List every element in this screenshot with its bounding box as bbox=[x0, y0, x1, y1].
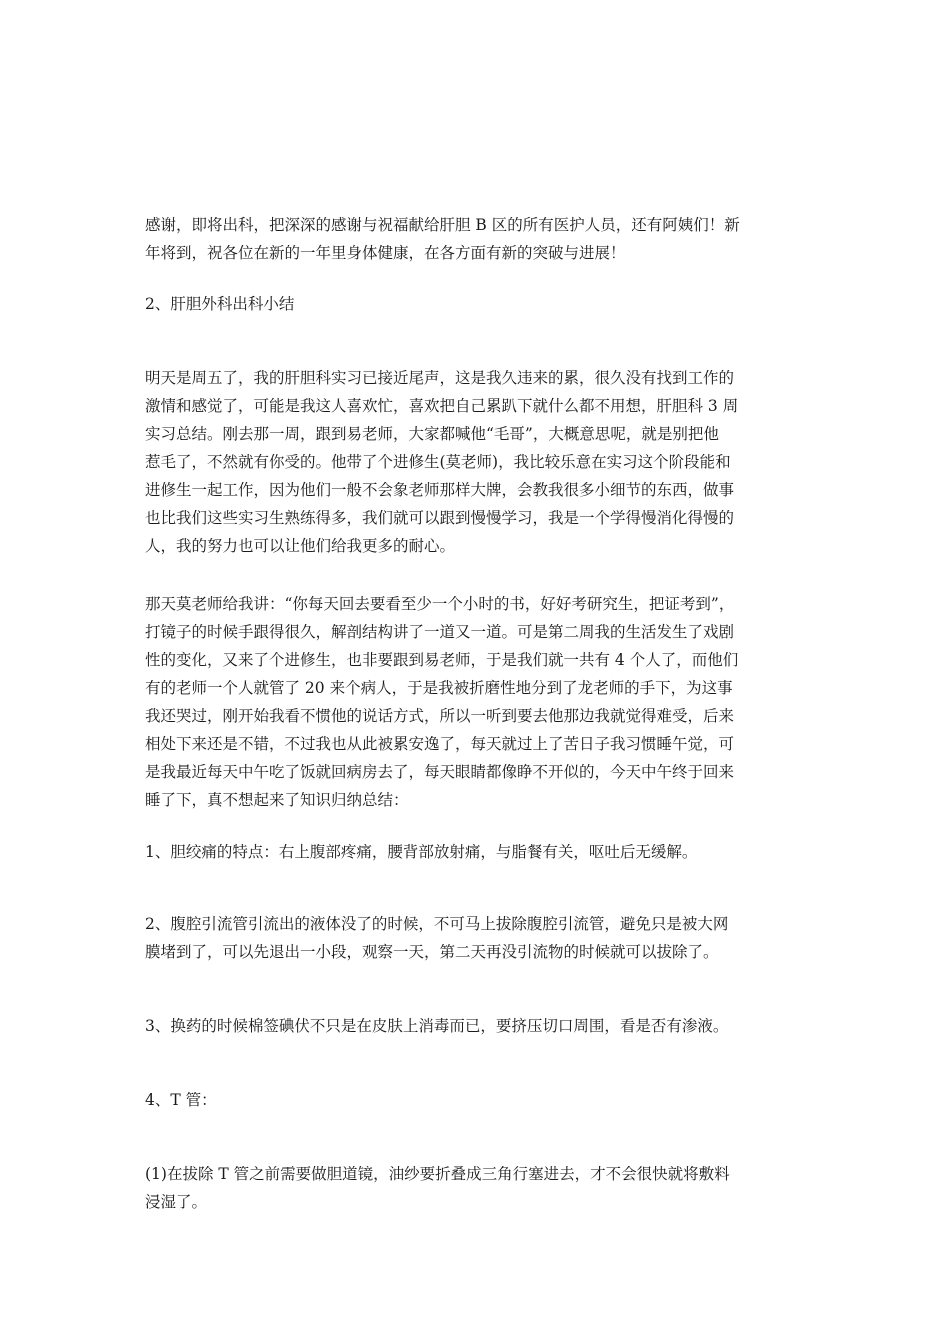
text-line: 也比我们这些实习生熟练得多，我们就可以跟到慢慢学习，我是一个学得慢消化得慢的 bbox=[145, 509, 735, 527]
text-line: 2、腹腔引流管引流出的液体没了的时候，不可马上拔除腹腔引流管，避免只是被大网 bbox=[145, 915, 729, 933]
text-line: 那天莫老师给我讲：“你每天回去要看至少一个小时的书，好好考研究生，把证考到”， bbox=[145, 595, 735, 613]
text-line: 惹毛了，不然就有你受的。他带了个进修生(莫老师)，我比较乐意在实习这个阶段能和 bbox=[145, 453, 731, 471]
text-line: 进修生一起工作，因为他们一般不会象老师那样大牌，会教我很多小细节的东西，做事 bbox=[145, 481, 735, 499]
text-line: 明天是周五了，我的肝胆科实习已接近尾声，这是我久违来的累，很久没有找到工作的 bbox=[145, 369, 735, 387]
knowledge-point-4 bbox=[145, 1086, 810, 1114]
text-line: 人，我的努力也可以让他们给我更多的耐心。 bbox=[145, 537, 456, 555]
text-line: 性的变化，又来了个进修生，也非要跟到易老师，于是我们就一共有 4 个人了，而他们 bbox=[145, 651, 739, 669]
text-line: 1、胆绞痛的特点：右上腹部疼痛，腰背部放射痛，与脂餐有关，呕吐后无缓解。 bbox=[145, 843, 698, 861]
knowledge-point-4-sub-1 bbox=[145, 1160, 810, 1216]
text-line: 激情和感觉了，可能是我这人喜欢忙，喜欢把自己累趴下就什么都不用想，肝胆科 3 周 bbox=[145, 397, 739, 415]
text-line: 有的老师一个人就管了 20 来个病人，于是我被折磨性地分到了龙老师的手下，为这事 bbox=[145, 679, 733, 697]
text-line: 浸湿了。 bbox=[145, 1193, 208, 1211]
text-line: (1)在拔除 T 管之前需要做胆道镜，油纱要折叠成三角行塞进去，才不会很快就将敷料 bbox=[145, 1165, 730, 1183]
text-line: 相处下来还是不错，不过我也从此被累安逸了，每天就过上了苦日子我习惯睡午觉，可 bbox=[145, 735, 735, 753]
text-line: 感谢，即将出科，把深深的感谢与祝福献给肝胆 B 区的所有医护人员，还有阿姨们！新 bbox=[145, 216, 740, 234]
paragraph-intro bbox=[145, 364, 810, 560]
text-line: 2、肝胆外科出科小结 bbox=[145, 295, 295, 313]
text-line: 我还哭过，刚开始我看不惯他的说话方式，所以一听到要去他那边我就觉得难受，后来 bbox=[145, 707, 735, 725]
paragraph-story bbox=[145, 590, 810, 814]
text-line: 4、T 管： bbox=[145, 1091, 217, 1109]
text-line: 打镜子的时候手跟得很久，解剖结构讲了一道又一道。可是第二周我的生活发生了戏剧 bbox=[145, 623, 735, 641]
text-line: 年将到，祝各位在新的一年里身体健康，在各方面有新的突破与进展！ bbox=[145, 244, 626, 262]
knowledge-point-2 bbox=[145, 910, 810, 966]
text-line: 是我最近每天中午吃了饭就回病房去了，每天眼睛都像睁不开似的，今天中午终于回来 bbox=[145, 763, 735, 781]
section-heading bbox=[145, 290, 810, 318]
text-line: 3、换药的时候棉签碘伏不只是在皮肤上消毒而已，要挤压切口周围，看是否有渗液。 bbox=[145, 1017, 729, 1035]
text-line: 实习总结。刚去那一周，跟到易老师，大家都喊他“毛哥”，大概意思呢，就是别把他 bbox=[145, 425, 719, 443]
text-line: 膜堵到了，可以先退出一小段，观察一天，第二天再没引流物的时候就可以拔除了。 bbox=[145, 943, 719, 961]
paragraph-thanks bbox=[145, 211, 810, 267]
text-line: 睡了下，真不想起来了知识归纳总结： bbox=[145, 791, 409, 809]
knowledge-point-1 bbox=[145, 838, 810, 866]
knowledge-point-3 bbox=[145, 1012, 810, 1040]
